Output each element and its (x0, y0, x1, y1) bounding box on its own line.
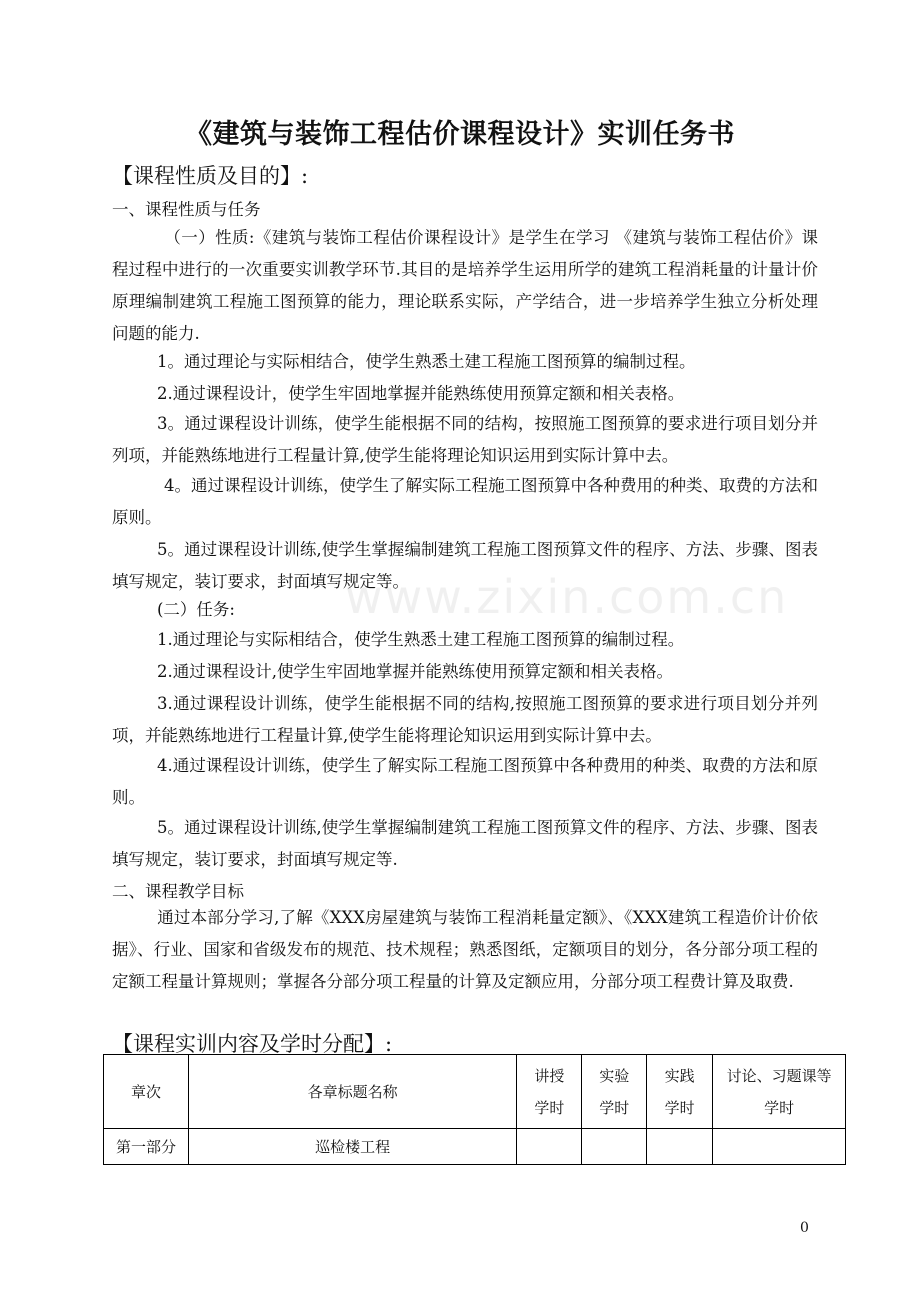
paragraph-nature (112, 222, 818, 350)
task-item-5: 5。通过课程设计训练,使学生掌握编制建筑工程施工图预算文件的程序、方法、步骤、图表填写规定，装订要求，封面填写规定等. (112, 818, 818, 869)
nature-item-2: 2.通过课程设计，使学生牢固地掌握并能熟练使用预算定额和相关表格。 (157, 384, 685, 403)
cell-chapter: 第一部分 (104, 1129, 189, 1165)
header-chapter: 章次 (104, 1055, 189, 1129)
header-title-name: 各章标题名称 (188, 1055, 517, 1129)
nature-item-4: 4。通过课程设计训练，使学生了解实际工程施工图预算中各种费用的种类、取费的方法和原则。 (112, 476, 818, 527)
nature-item-1: 1。通过理论与实际相结合，使学生熟悉土建工程施工图预算的编制过程。 (157, 352, 696, 371)
task-item-1: 1.通过理论与实际相结合，使学生熟悉土建工程施工图预算的编制过程。 (157, 630, 685, 649)
nature-text: （一）性质:《建筑与装饰工程估价课程设计》是学生在学习 《建筑与装饰工程估价》课程过程中进行的一次重要实训教学环节.其目的是培养学生运用所学的建筑工程消耗量的计量计价原理编制建筑工程施工图预算的能力，理论联系实际，产学结合，进一步培养学生独立分析处理问题的能力. (112, 228, 818, 343)
section-heading-schedule: 【课程实训内容及学时分配】: (112, 1032, 393, 1056)
subheading-nature-task: 一、课程性质与任务 (112, 200, 261, 219)
cell-discussion (713, 1129, 846, 1165)
document-title: 《建筑与装饰工程估价课程设计》实训任务书 (185, 119, 735, 150)
section-heading-nature: 【课程性质及目的】: (112, 164, 309, 188)
task-item-4: 4.通过课程设计训练，使学生了解实际工程施工图预算中各种费用的种类、取费的方法和原则。 (112, 756, 818, 807)
table-header-row (104, 1055, 846, 1129)
cell-practice (647, 1129, 713, 1165)
table-row (104, 1129, 846, 1165)
subheading-teaching-goal: 二、课程教学目标 (112, 882, 244, 901)
cell-lab (582, 1129, 647, 1165)
watermark: www.zixin.com.cn (345, 570, 789, 624)
nature-item-3: 3。通过课程设计训练，使学生能根据不同的结构，按照施工图预算的要求进行项目划分并列项，并能熟练地进行工程量计算,使学生能将理论知识运用到实际计算中去。 (112, 414, 818, 465)
header-discussion-hours: 讨论、习题课等 学时 (713, 1055, 846, 1129)
nature-item-5: 5。通过课程设计训练,使学生掌握编制建筑工程施工图预算文件的程序、方法、步骤、图表填写规定，装订要求，封面填写规定等。 (112, 540, 818, 591)
cell-lecture (517, 1129, 582, 1165)
task-item-2: 2.通过课程设计,使学生牢固地掌握并能熟练使用预算定额和相关表格。 (157, 662, 673, 681)
header-practice-hours: 实践 学时 (647, 1055, 713, 1129)
task-label: (二）任务: (157, 600, 235, 619)
page-number: 0 (800, 1220, 809, 1236)
cell-title-name: 巡检楼工程 (188, 1129, 517, 1165)
schedule-table (103, 1054, 846, 1165)
paragraph-goal: 通过本部分学习,了解《XXX房屋建筑与装饰工程消耗量定额》、《XXX建筑工程造价计价依据》、行业、国家和省级发布的规范、技术规程；熟悉图纸，定额项目的划分，各分部分项工程的定额工程量计算规则；掌握各分部分项工程量的计算及定额应用，分部分项工程费计算及取费. (112, 908, 818, 991)
task-item-3: 3.通过课程设计训练，使学生能根据不同的结构,按照施工图预算的要求进行项目划分并列项，并能熟练地进行工程量计算,使学生能将理论知识运用到实际计算中去。 (112, 694, 818, 745)
header-lecture-hours: 讲授 学时 (517, 1055, 582, 1129)
header-lab-hours: 实验 学时 (582, 1055, 647, 1129)
